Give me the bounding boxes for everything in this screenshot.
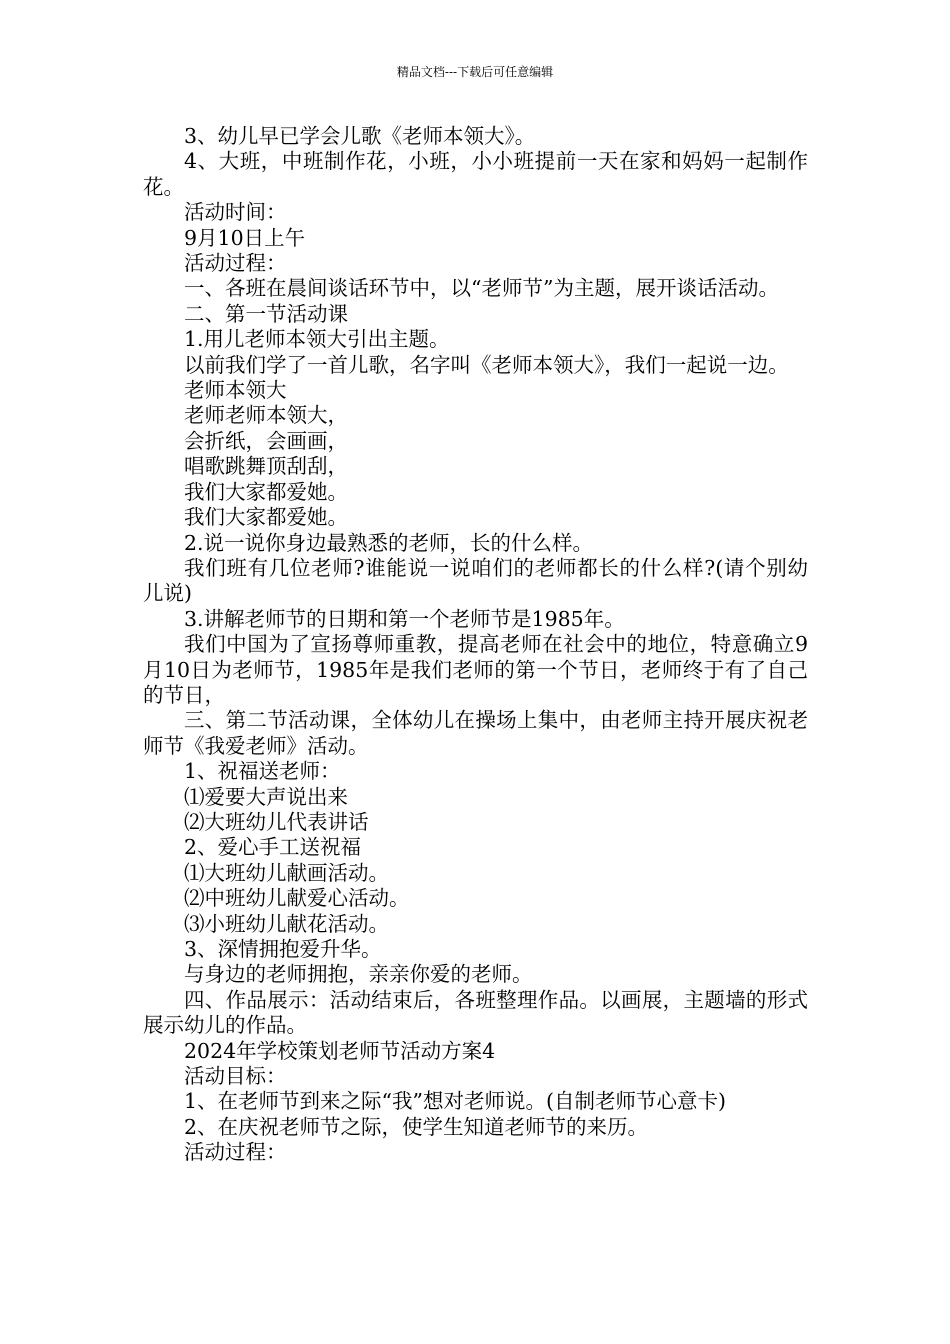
paragraph: 我们班有几位老师?谁能说一说咱们的老师都长的什么样?(请个别幼儿说) [143, 555, 808, 606]
paragraph: 活动目标： [184, 1064, 287, 1089]
poem-line: 我们大家都爱她。 [184, 479, 348, 504]
paragraph: 1、祝福送老师： [184, 759, 341, 784]
paragraph: ⑵大班幼儿代表讲话 [184, 809, 369, 834]
paragraph: 活动过程： [184, 251, 287, 276]
section-heading: 2024年学校策划老师节活动方案4 [184, 1038, 496, 1063]
paragraph: 3.讲解老师节的日期和第一个老师节是1985年。 [184, 606, 625, 631]
paragraph: 3、幼儿早已学会儿歌《老师本领大》。 [184, 124, 536, 148]
paragraph: ⑵中班幼儿献爱心活动。 [184, 886, 410, 911]
paragraph: 2.说一说你身边最熟悉的老师，长的什么样。 [184, 530, 594, 555]
paragraph: 9月10日上午 [184, 225, 306, 250]
paragraph: 与身边的老师拥抱，亲亲你爱的老师。 [184, 962, 533, 987]
poem-line: 老师老师本领大， [184, 403, 348, 428]
paragraph: 一、各班在晨间谈话环节中，以“老师节”为主题，展开谈话活动。 [184, 276, 779, 301]
paragraph: 活动过程： [184, 1140, 287, 1165]
paragraph: 三、第二节活动课，全体幼儿在操场上集中，由老师主持开展庆祝老师节《我爱老师》活动。 [143, 708, 808, 758]
paragraph: ⑴爱要大声说出来 [184, 784, 348, 809]
paragraph: 2、在庆祝老师节之际，使学生知道老师节的来历。 [184, 1114, 649, 1139]
poem-line: 会折纸，会画画， [184, 428, 348, 453]
poem-title: 老师本领大 [184, 378, 287, 403]
paragraph: 1.用儿老师本领大引出主题。 [184, 327, 450, 352]
poem-line: 唱歌跳舞顶刮刮， [184, 454, 348, 479]
paragraph: 我们中国为了宣扬尊师重教，提高老师在社会中的地位，特意确立9月10日为老师节，1985年是我们老师的第一个节日，老师终于有了自己的节日， [143, 632, 808, 707]
paragraph: 以前我们学了一首儿歌，名字叫《老师本领大》，我们一起说一边。 [184, 352, 789, 377]
page-header: 精品文档---下载后可任意编辑 [396, 65, 554, 79]
paragraph: ⑴大班幼儿献画活动。 [184, 860, 389, 885]
paragraph: 4、大班，中班制作花，小班，小小班提前一天在家和妈妈一起制作花。 [143, 149, 808, 199]
paragraph: 2、爱心手工送祝福 [184, 835, 362, 860]
paragraph: 四、作品展示：活动结束后，各班整理作品。以画展，主题墙的形式展示幼儿的作品。 [143, 987, 808, 1038]
paragraph: ⑶小班幼儿献花活动。 [184, 911, 389, 936]
paragraph: 3、深情拥抱爱升华。 [184, 937, 382, 961]
paragraph: 活动时间： [184, 200, 287, 225]
poem-line: 我们大家都爱她。 [184, 505, 348, 530]
paragraph: 1、在老师节到来之际“我”想对老师说。(自制老师节心意卡) [184, 1089, 726, 1114]
document-body [143, 124, 808, 1166]
paragraph: 二、第一节活动课 [184, 301, 348, 326]
